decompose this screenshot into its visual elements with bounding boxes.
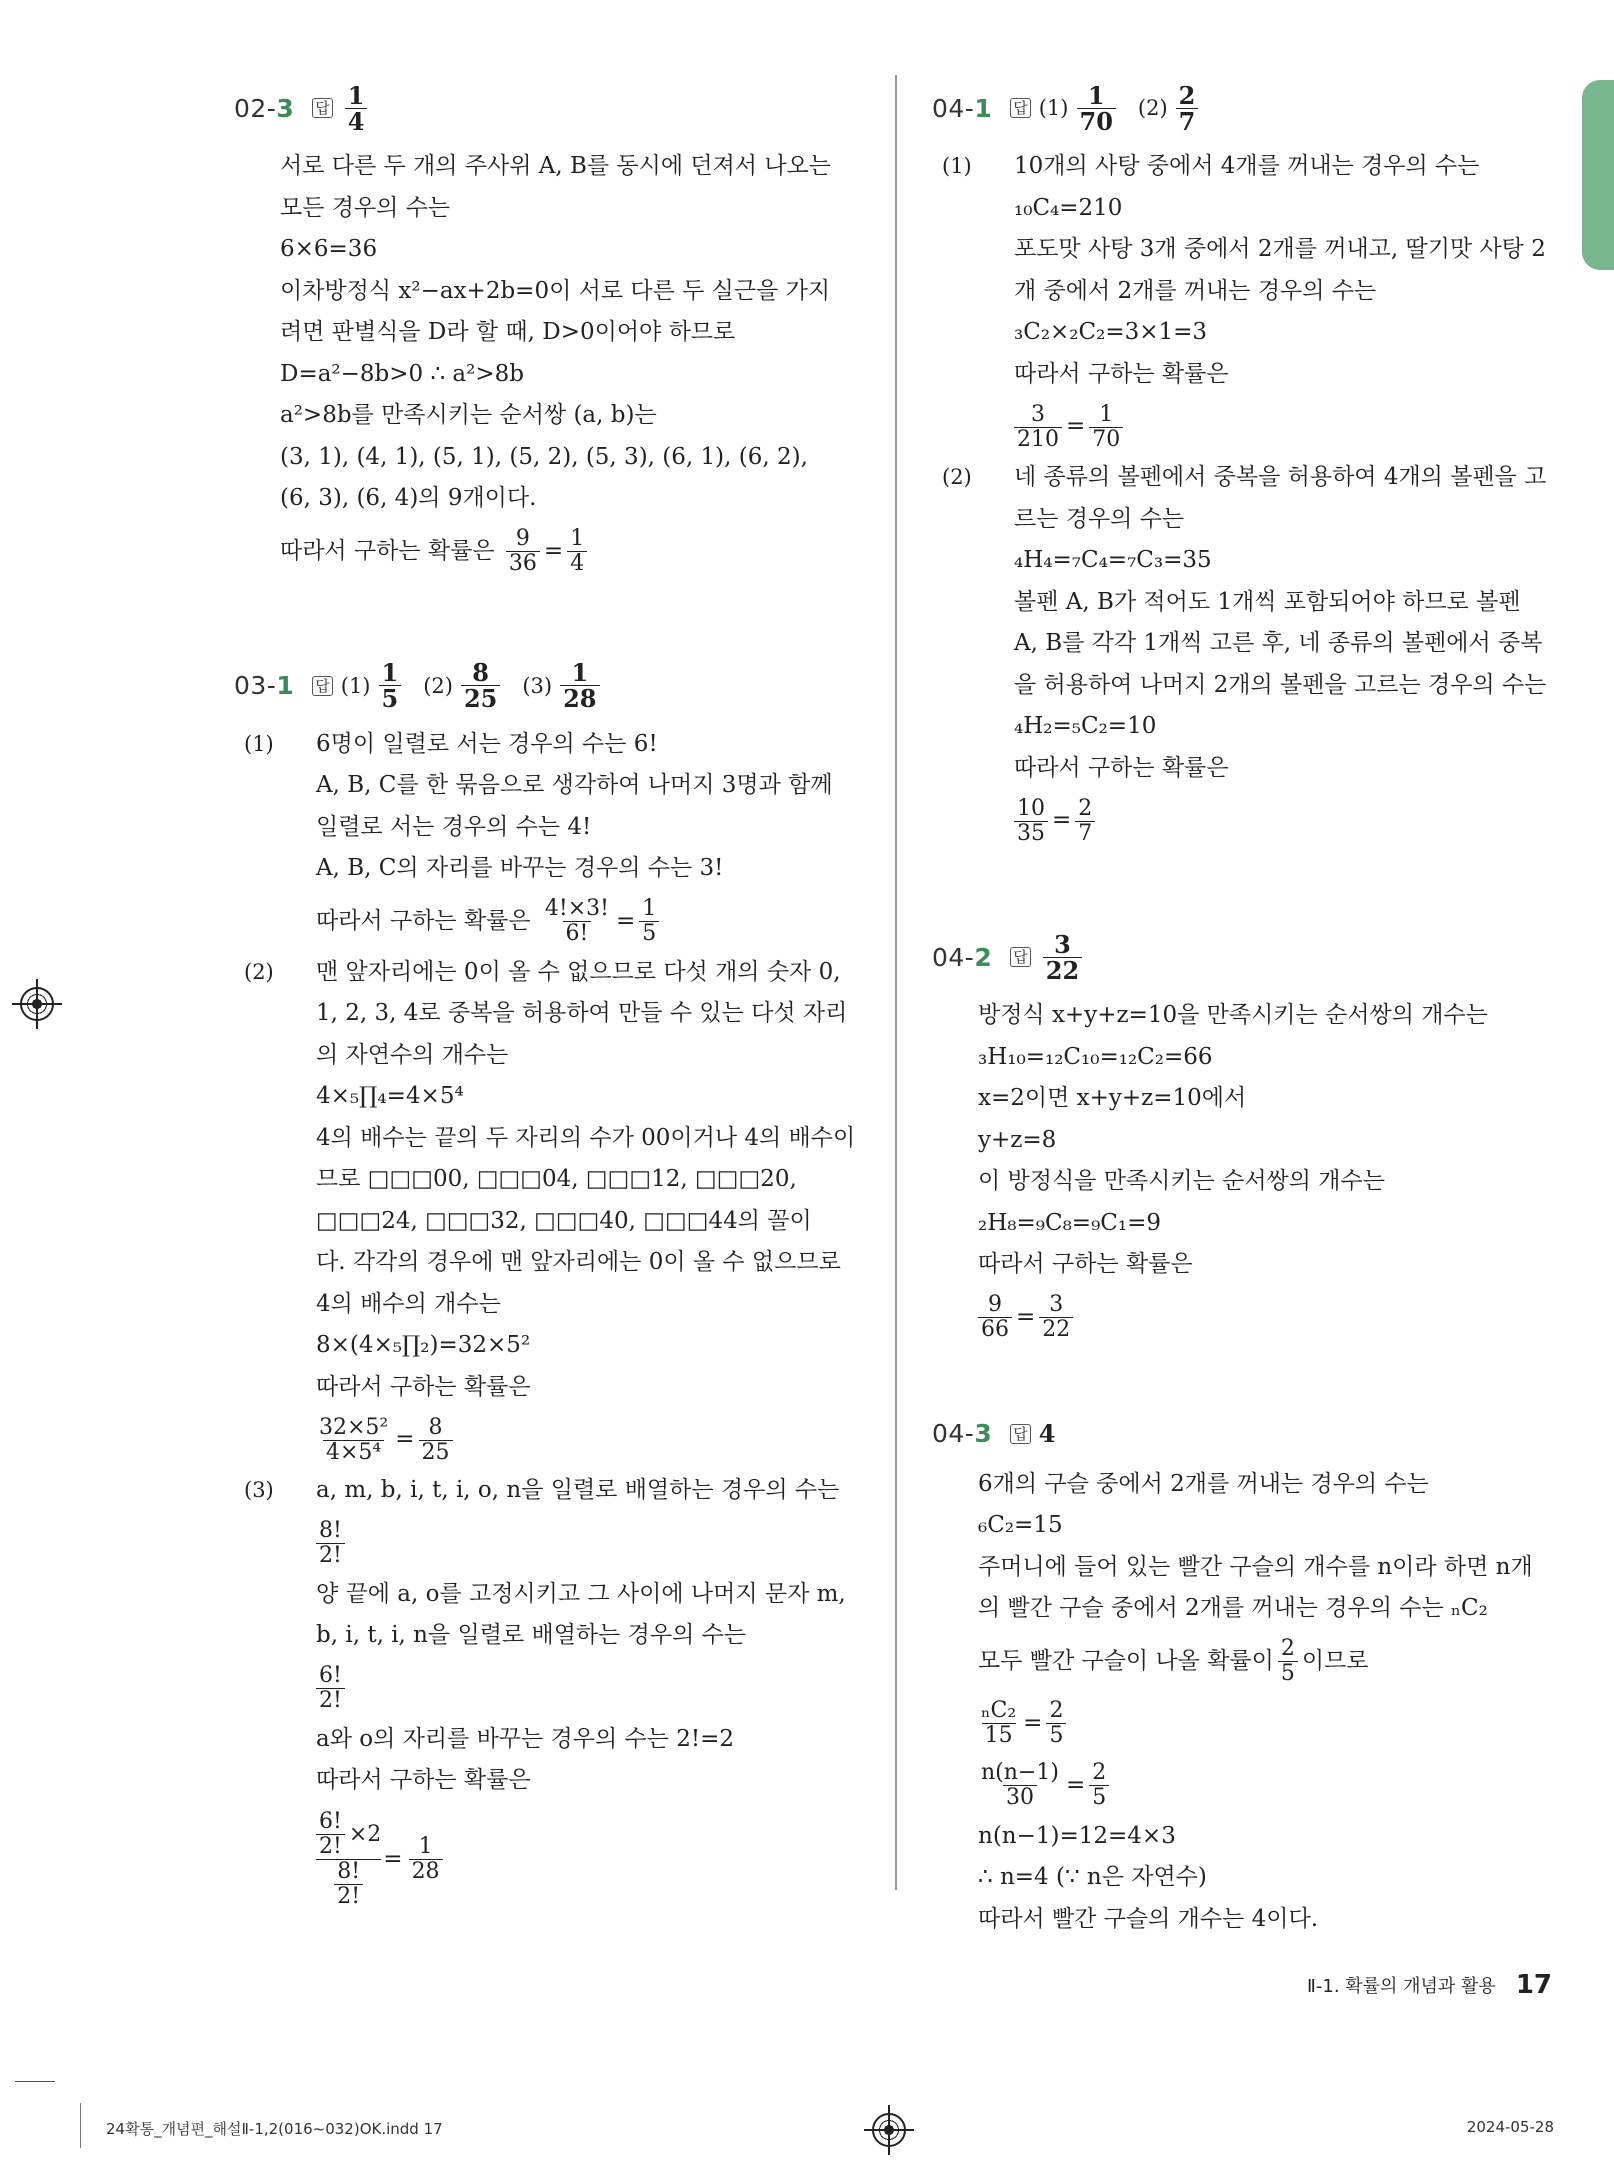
- slug-filename: 24확통_개념편_해설Ⅱ-1,2(016~032)OK.indd 17: [106, 2120, 443, 2138]
- solution-line: 르는 경우의 수는: [1014, 505, 1185, 532]
- fraction-line: $\frac{8!}{2!}$: [316, 1512, 860, 1574]
- solution-line: 의 자연수의 개수는: [316, 1041, 509, 1068]
- problem-03-1: [234, 658, 860, 1909]
- final-probability: $\frac{9}{66}$ = $\frac{3}{22}$: [978, 1286, 1554, 1348]
- problem-header: [234, 658, 860, 714]
- solution-line: y+z=8: [978, 1126, 1057, 1153]
- solution-line: 방정식 x+y+z=10을 만족시키는 순서쌍의 개수는: [978, 1002, 1488, 1028]
- crop-mark: [15, 2081, 55, 2082]
- solution-line: D=a²−8b>0 ∴ a²>8b: [280, 360, 524, 387]
- final-probability: $\frac{3}{210}$ = $\frac{1}{70}$: [1014, 395, 1554, 457]
- solution-line: 의 빨간 구슬 중에서 2개를 꺼내는 경우의 수는 ₙC₂: [978, 1595, 1488, 1621]
- problem-header: [932, 80, 1554, 136]
- solution-line: A, B, C의 자리를 바꾸는 경우의 수는 3!: [316, 855, 724, 881]
- solution-line: 1, 2, 3, 4로 중복을 허용하여 만들 수 있는 다섯 자리: [316, 1000, 848, 1026]
- part-label: (1): [244, 731, 274, 756]
- solution-line: 모두 빨간 구슬이 나올 확률이 $\frac{2}{5}$ 이므로: [978, 1636, 1369, 1686]
- slug-date: 2024-05-28: [1466, 2118, 1554, 2136]
- answer-label: 답: [312, 676, 333, 696]
- solution-line: ₃C₂×₂C₂=3×1=3: [1014, 319, 1208, 345]
- solution-line: A, B, C를 한 묶음으로 생각하여 나머지 3명과 함께: [316, 772, 833, 798]
- answer-fraction: $\frac{1}{70}$: [1077, 83, 1116, 134]
- answer-label: 답: [1010, 947, 1031, 967]
- problem-02-3: [234, 80, 860, 582]
- solution-line: 4×₅∏₄=4×5⁴: [316, 1083, 464, 1109]
- problem-04-3: [932, 1414, 1554, 1941]
- problem-number: 04-1: [932, 93, 993, 123]
- solution-line: 개 중에서 2개를 꺼내는 경우의 수는: [1014, 277, 1377, 304]
- solution-part-2: [942, 457, 1554, 851]
- solution-line: 이 방정식을 만족시키는 순서쌍의 개수는: [978, 1168, 1385, 1194]
- solution-line: ₁₀C₄=210: [1014, 194, 1123, 221]
- solution-line: 려면 판별식을 D라 할 때, D>0이어야 하므로: [280, 319, 736, 345]
- solution-line: a, m, b, i, t, i, o, n을 일렬로 배열하는 경우의 수는: [316, 1477, 840, 1503]
- solution-line: 6×6=36: [280, 236, 378, 262]
- answer-label: 답: [312, 98, 333, 118]
- final-probability: $\frac{\text{32×5²}}{\text{4×5⁴}}$ = $\frac{8}{25}$: [316, 1408, 860, 1470]
- solution-body: [932, 146, 1554, 851]
- solution-line: 모든 경우의 수는: [280, 194, 451, 221]
- answer-fraction: $\frac{3}{22}$: [1043, 932, 1082, 983]
- problem-04-2: [932, 929, 1554, 1348]
- right-column: [932, 80, 1554, 1966]
- problem-number: 03-1: [234, 671, 295, 700]
- column-divider: [895, 75, 897, 1890]
- answer-fraction: $\frac{1}{4}$: [345, 83, 368, 134]
- problem-header: [932, 1414, 1554, 1454]
- solution-line: 주머니에 들어 있는 빨간 구슬의 개수를 n이라 하면 n개: [978, 1553, 1533, 1580]
- solution-line: (6, 3), (6, 4)의 9개이다.: [280, 485, 537, 511]
- equation-line: $\frac{\text{ₙC₂}}{15}$ = $\frac{2}{5}$: [978, 1692, 1554, 1754]
- solution-line: ₆C₂=15: [978, 1512, 1063, 1538]
- answer-fraction: $\frac{1}{5}$: [379, 660, 402, 711]
- answer-label: 답: [1010, 98, 1031, 118]
- solution-line: 볼펜 A, B가 적어도 1개씩 포함되어야 하므로 볼펜: [1014, 588, 1521, 615]
- solution-part-1: [244, 724, 860, 952]
- solution-part-3: [244, 1470, 860, 1909]
- problem-number: 04-3: [932, 1419, 993, 1448]
- solution-body: [932, 1464, 1554, 1941]
- equation-line: $\frac{n(n-1)}{30}$ = $\frac{2}{5}$: [978, 1754, 1554, 1816]
- solution-line: 맨 앞자리에는 0이 올 수 없으므로 다섯 개의 숫자 0,: [316, 958, 841, 985]
- answer-value: 4: [1038, 1419, 1056, 1448]
- registration-mark-icon: [20, 987, 54, 1021]
- solution-line: 다. 각각의 경우에 맨 앞자리에는 0이 올 수 없으므로: [316, 1249, 841, 1275]
- solution-line: 6명이 일렬로 서는 경우의 수는 6!: [316, 730, 658, 757]
- solution-line: 10개의 사탕 중에서 4개를 꺼내는 경우의 수는: [1014, 153, 1480, 179]
- solution-body: [234, 724, 860, 1909]
- solution-body: [932, 995, 1554, 1348]
- solution-body: [234, 146, 860, 582]
- answer-fraction: $\frac{2}{7}$: [1176, 83, 1199, 134]
- answer-part-label: (1): [1038, 96, 1069, 120]
- answer-fraction: $\frac{8}{25}$: [461, 660, 500, 711]
- answer-label: 답: [1010, 1424, 1031, 1444]
- registration-mark-icon: [872, 2113, 906, 2147]
- solution-part-2: [244, 952, 860, 1471]
- solution-line: 네 종류의 볼펜에서 중복을 허용하여 4개의 볼펜을 고: [1014, 464, 1547, 490]
- solution-line: ₃H₁₀=₁₂C₁₀=₁₂C₂=66: [978, 1043, 1213, 1070]
- problem-number: 04-2: [932, 942, 993, 972]
- problem-04-1: [932, 80, 1554, 851]
- answer-part-label: (1): [340, 673, 371, 698]
- solution-line: n(n−1)=12=4×3: [978, 1822, 1176, 1849]
- final-probability: $\frac{6!}{2!}$ ×2 $\frac{8!}{2!}$ = $\frac{1}{28}$: [316, 1802, 860, 1909]
- solution-line: 따라서 구하는 확률은: [316, 1373, 531, 1400]
- final-probability: $\frac{10}{35}$ = $\frac{2}{7}$: [1014, 789, 1554, 851]
- solution-line: 8×(4×₅∏₂)=32×5²: [316, 1332, 531, 1358]
- solution-line: (3, 1), (4, 1), (5, 1), (5, 2), (5, 3), (6, 1), (6, 2),: [280, 443, 808, 470]
- solution-line: 므로 □□□00, □□□04, □□□12, □□□20,: [316, 1166, 797, 1192]
- chapter-title: Ⅱ-1. 확률의 개념과 활용: [1307, 1976, 1496, 1997]
- solution-line: 따라서 빨간 구슬의 개수는 4이다.: [978, 1905, 1319, 1932]
- solution-line: 6개의 구슬 중에서 2개를 꺼내는 경우의 수는: [978, 1470, 1429, 1497]
- chapter-tab: [1582, 80, 1614, 270]
- problem-number: 02-3: [234, 93, 295, 123]
- crop-mark: [80, 2103, 81, 2148]
- left-column: [234, 80, 860, 1935]
- solution-line: 따라서 구하는 확률은: [978, 1251, 1193, 1277]
- solution-line: 4의 배수는 끝의 두 자리의 수가 00이거나 4의 배수이: [316, 1124, 856, 1151]
- part-label: (3): [244, 1478, 274, 1502]
- solution-line: 따라서 구하는 확률은: [316, 1767, 531, 1793]
- page-footer: [1307, 1970, 1552, 2000]
- solution-line: ₄H₄=₇C₄=₇C₃=35: [1014, 547, 1212, 573]
- answer-part-label: (3): [522, 673, 553, 698]
- solution-line: 포도맛 사탕 3개 중에서 2개를 꺼내고, 딸기맛 사탕 2: [1014, 236, 1546, 262]
- final-probability: 따라서 구하는 확률은 $\frac{4!\times 3!}{6!}$ = $\frac{1}{5}$: [316, 890, 860, 952]
- answer-part-label: (2): [1137, 96, 1168, 120]
- solution-line: ∴ n=4 (∵ n은 자연수): [978, 1864, 1207, 1890]
- part-label: (2): [244, 959, 274, 984]
- solution-line: ₄H₂=₅C₂=10: [1014, 713, 1157, 739]
- solution-line: 따라서 구하는 확률은: [1014, 360, 1229, 387]
- solution-line: a와 o의 자리를 바꾸는 경우의 수는 2!=2: [316, 1725, 735, 1752]
- final-probability: 따라서 구하는 확률은 $\frac{9}{36}$ = $\frac{1}{4}$: [280, 520, 860, 582]
- solution-line: x=2이면 x+y+z=10에서: [978, 1085, 1247, 1111]
- solution-line: a²>8b를 만족시키는 순서쌍 (a, b)는: [280, 402, 657, 428]
- solution-line: A, B를 각각 1개씩 고른 후, 네 종류의 볼펜에서 중복: [1014, 630, 1543, 656]
- solution-line: 4의 배수의 개수는: [316, 1290, 501, 1317]
- page-number: 17: [1515, 1970, 1552, 2000]
- solution-line: 일렬로 서는 경우의 수는 4!: [316, 813, 592, 840]
- solution-line: 양 끝에 a, o를 고정시키고 그 사이에 나머지 문자 m,: [316, 1580, 846, 1607]
- fraction-line: $\frac{6!}{2!}$: [316, 1657, 860, 1719]
- solution-line: 따라서 구하는 확률은: [1014, 754, 1229, 781]
- solution-part-1: [942, 146, 1554, 457]
- problem-header: [234, 80, 860, 136]
- solution-line: ₂H₈=₉C₈=₉C₁=9: [978, 1209, 1162, 1236]
- part-label: (1): [942, 154, 972, 178]
- solution-line: 서로 다른 두 개의 주사위 A, B를 동시에 던져서 나오는: [280, 153, 831, 179]
- solution-line: 을 허용하여 나머지 2개의 볼펜을 고르는 경우의 수는: [1014, 671, 1547, 698]
- solution-line: □□□24, □□□32, □□□40, □□□44의 꼴이: [316, 1207, 812, 1234]
- answer-fraction: $\frac{1}{28}$: [560, 660, 599, 711]
- part-label: (2): [942, 465, 972, 489]
- solution-line: 이차방정식 x²−ax+2b=0이 서로 다른 두 실근을 가지: [280, 277, 831, 304]
- answer-part-label: (2): [423, 673, 453, 698]
- problem-header: [932, 929, 1554, 985]
- solution-line: b, i, t, i, n을 일렬로 배열하는 경우의 수는: [316, 1622, 747, 1648]
